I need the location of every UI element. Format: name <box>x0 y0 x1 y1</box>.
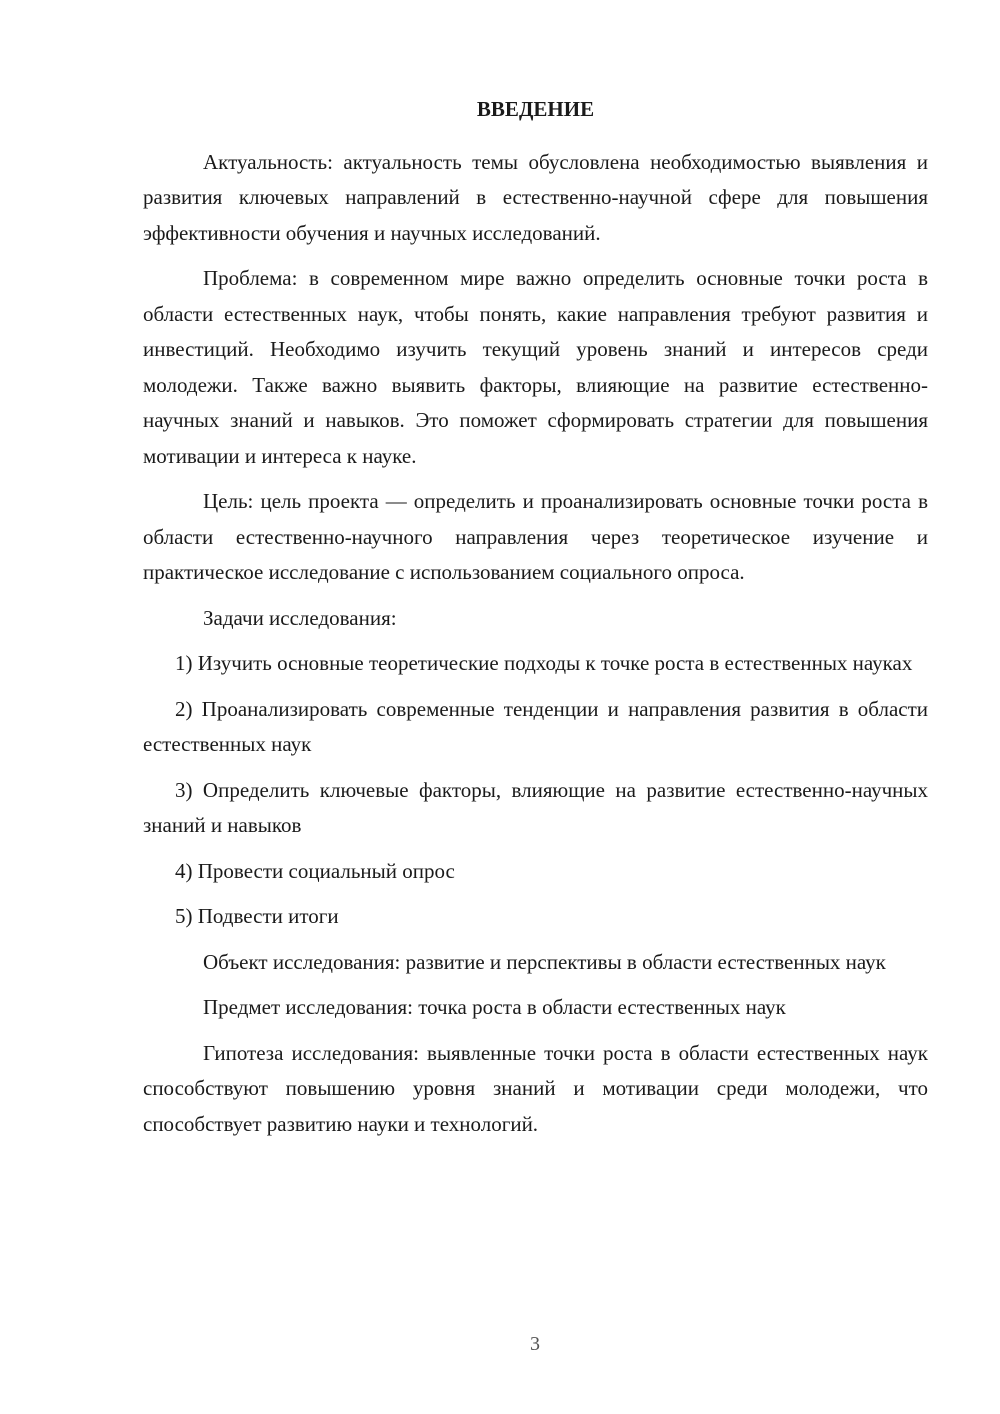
task-item-5: 5) Подвести итоги <box>175 904 339 928</box>
task-item-4: 4) Провести социальный опрос <box>175 858 455 883</box>
goal-paragraph: Цель: цель проекта — определить и проанализировать основные точки роста в области естественно-научного направления через теоретическое изучение и практическое исследование с использованием социального опроса. <box>143 489 928 584</box>
tasks-title: Задачи исследования: <box>203 605 397 630</box>
subject-paragraph: Предмет исследования: точка роста в области естественных наук <box>203 995 786 1019</box>
task-item-2: 2) Проанализировать современные тенденции и направления развития в области естественных наук <box>143 696 928 756</box>
document-page <box>143 92 928 1152</box>
problem-paragraph: Проблема: в современном мире важно определить основные точки роста в области естественных наук, чтобы понять, какие направления требуют развития и инвестиций. Необходимо изучить текущий уровень знаний и интересов среди молодежи. Также важно выявить факторы, влияющие на развитие естественно-научных знаний и навыков. Это поможет сформировать стратегии для повышения мотивации и интереса к науке. <box>143 266 928 468</box>
object-paragraph: Объект исследования: развитие и перспективы в области естественных наук <box>203 949 886 974</box>
section-heading: ВВЕДЕНИЕ <box>476 97 595 121</box>
tasks-list <box>143 646 928 935</box>
task-item-3: 3) Определить ключевые факторы, влияющие на развитие естественно-научных знаний и навыков <box>143 777 928 837</box>
page-number: 3 <box>530 1333 540 1355</box>
hypothesis-paragraph: Гипотеза исследования: выявленные точки роста в области естественных наук способствуют повышению уровня знаний и мотивации среди молодежи, что способствует развитию науки и технологий. <box>143 1040 928 1136</box>
relevance-paragraph: Актуальность: актуальность темы обусловлена необходимостью выявления и развития ключевых направлений в естественно-научной сфере для повышения эффективности обучения и научных исследований. <box>143 149 928 245</box>
task-item-1: 1) Изучить основные теоретические подходы к точке роста в естественных науках <box>175 651 913 675</box>
